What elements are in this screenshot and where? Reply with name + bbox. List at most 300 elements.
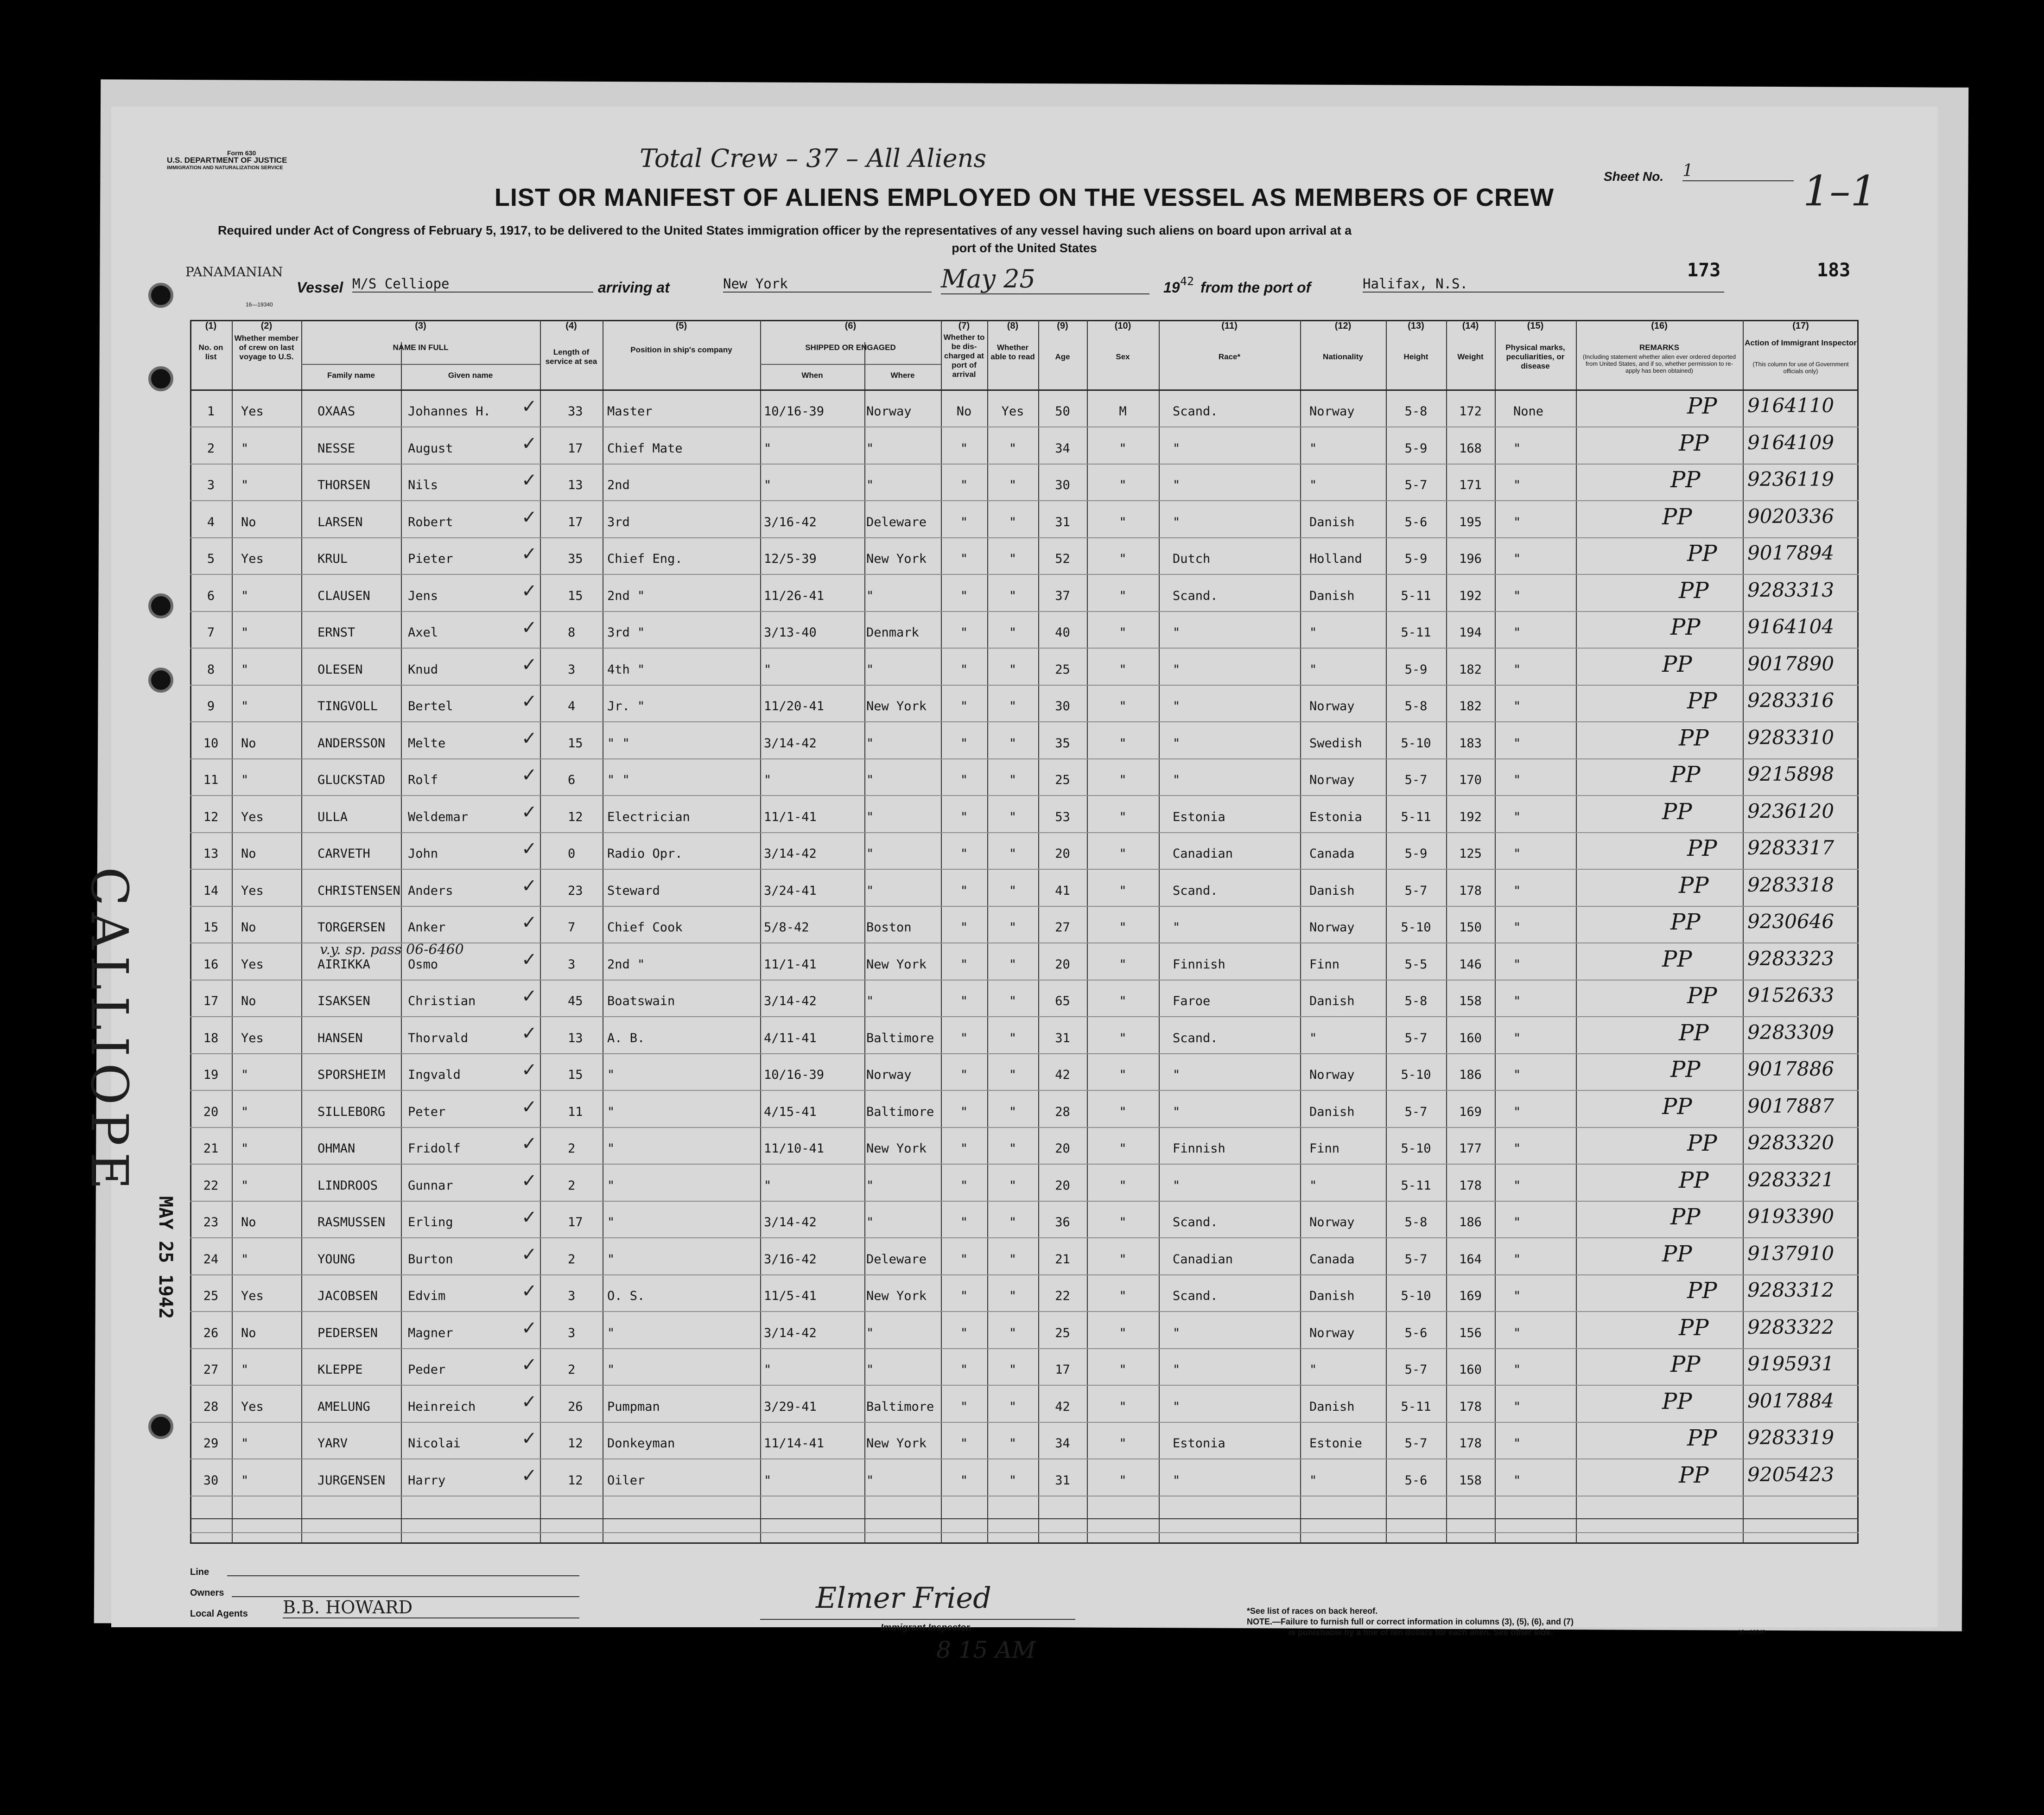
cell-sex: " (1119, 1289, 1127, 1303)
cell-last: Yes (241, 1031, 264, 1045)
cell-given: Nils (408, 478, 438, 492)
cell-physical: " (1513, 736, 1521, 751)
cell-read: " (1009, 441, 1017, 456)
column-number: (2) (260, 321, 273, 331)
row-rule (190, 832, 1859, 833)
checkmark-icon: ✓ (521, 1428, 537, 1449)
cell-disch: " (960, 773, 968, 787)
cell-family: OXAAS (317, 404, 355, 419)
cell-read: " (1009, 515, 1017, 529)
action-number: 9283310 (1747, 726, 1835, 749)
cell-race: Scand. (1173, 1215, 1218, 1229)
cell-no: 2 (207, 441, 215, 456)
cell-read: " (1009, 1104, 1017, 1119)
cell-nat: Canada (1309, 847, 1355, 861)
cell-disch: " (960, 736, 968, 751)
checkmark-icon: ✓ (521, 618, 537, 638)
cell-nat: Norway (1309, 699, 1355, 713)
cell-nat: Danish (1309, 883, 1355, 898)
cell-last: Yes (241, 1399, 264, 1414)
cell-sex: " (1119, 1473, 1127, 1488)
row-rule (190, 1422, 1859, 1423)
action-number: 9236119 (1747, 468, 1835, 490)
column-header-family-name: Family name (327, 371, 375, 380)
remarks-pp: PP (1679, 1462, 1709, 1488)
cell-where: " (866, 773, 874, 787)
arrival-year: 42 (1180, 274, 1194, 288)
column-divider (301, 320, 302, 1544)
cell-physical: " (1513, 1031, 1521, 1045)
action-number: 9017886 (1747, 1057, 1835, 1080)
cell-when: 11/1-41 (764, 957, 817, 972)
cell-given: Melte (408, 736, 446, 751)
checkmark-icon: ✓ (521, 912, 537, 933)
cell-age: 36 (1055, 1215, 1070, 1229)
cell-where: New York (866, 957, 927, 972)
cell-when: 11/10-41 (764, 1141, 825, 1156)
cell-where: " (866, 736, 874, 751)
column-number: (14) (1462, 321, 1479, 331)
cell-when: 10/16-39 (764, 404, 825, 419)
cell-physical: " (1513, 1325, 1521, 1340)
sheet-number: 1 (1682, 161, 1794, 181)
cell-when: 3/16-42 (764, 515, 817, 529)
cell-last: " (241, 1473, 249, 1488)
column-number: (17) (1792, 321, 1809, 331)
remarks-pp: PP (1687, 983, 1717, 1009)
cell-age: 28 (1055, 1104, 1070, 1119)
cell-height: 5-9 (1404, 552, 1428, 566)
races-note: *See list of races on back hereof. (1247, 1606, 1378, 1616)
cell-race: " (1173, 1325, 1181, 1340)
cell-no: 1 (207, 404, 215, 419)
cell-physical: " (1513, 1399, 1521, 1414)
cell-position: A. B. (607, 1031, 645, 1045)
column-number: (5) (675, 321, 687, 331)
remarks-pp: PP (1679, 872, 1709, 898)
remarks-pp: PP (1662, 503, 1692, 530)
cell-sex: " (1119, 1436, 1127, 1451)
inspector-label: Immigrant Inspector. (881, 1623, 972, 1633)
cell-given: Weldemar (408, 809, 469, 824)
cell-where: Baltimore (866, 1104, 934, 1119)
cell-position: Master (607, 404, 653, 419)
cell-position: " (607, 1178, 615, 1193)
cell-given: Christian (408, 994, 476, 1008)
cell-height: 5-10 (1401, 1141, 1431, 1156)
cell-sex: " (1119, 1325, 1127, 1340)
cell-position: " (607, 1215, 615, 1229)
cell-height: 5-7 (1404, 773, 1428, 787)
agents-label: Local Agents (190, 1609, 248, 1619)
subtitle-line-2: port of the United States (952, 241, 1097, 255)
cell-disch: " (960, 920, 968, 935)
cell-physical: None (1513, 404, 1544, 419)
remarks-pp: PP (1670, 762, 1701, 788)
cell-when: " (764, 1473, 772, 1488)
action-number: 9283316 (1747, 689, 1835, 712)
column-number: (6) (844, 321, 857, 331)
cell-height: 5-7 (1404, 478, 1428, 492)
cell-service: 13 (568, 478, 583, 492)
cell-no: 21 (203, 1141, 219, 1156)
cell-nat: " (1309, 625, 1317, 640)
column-number: (16) (1651, 321, 1668, 331)
cell-age: 40 (1055, 625, 1070, 640)
cell-read: Yes (1001, 404, 1024, 419)
cell-last: " (241, 1252, 249, 1267)
cell-height: 5-9 (1404, 847, 1428, 861)
cell-sex: " (1119, 662, 1127, 677)
cell-service: 17 (568, 515, 583, 529)
action-number: 9020336 (1747, 504, 1835, 528)
column-header-length-service: Length of service at sea (545, 348, 597, 366)
column-header-where: Where (890, 371, 915, 380)
column-header-sex: Sex (1116, 352, 1130, 361)
cell-family: ERNST (317, 625, 355, 640)
cell-age: 22 (1055, 1289, 1070, 1303)
cell-weight: 171 (1459, 478, 1482, 492)
checkmark-icon: ✓ (521, 1391, 537, 1412)
footer-form-code: 16—19340 (1738, 1629, 1765, 1635)
stamp-number-173: 173 (1687, 260, 1721, 281)
arrival-date: May 25 (941, 264, 1149, 294)
cell-physical: " (1513, 1178, 1521, 1193)
cell-sex: " (1119, 994, 1127, 1008)
cell-read: " (1009, 957, 1017, 972)
column-divider (1495, 320, 1496, 1544)
cell-when: 12/5-39 (764, 552, 817, 566)
cell-when: " (764, 773, 772, 787)
cell-given: Bertel (408, 699, 453, 713)
cell-family: RASMUSSEN (317, 1215, 386, 1229)
column-divider (232, 320, 233, 1544)
cell-read: " (1009, 1215, 1017, 1229)
checkmark-icon: ✓ (521, 1096, 537, 1117)
cell-where: Boston (866, 920, 912, 935)
row-rule (190, 464, 1859, 465)
cell-weight: 168 (1459, 441, 1482, 456)
row-rule (190, 574, 1859, 575)
cell-disch: " (960, 809, 968, 824)
cell-disch: " (960, 625, 968, 640)
cell-last: " (241, 699, 249, 713)
cell-height: 5-8 (1404, 404, 1428, 419)
checkmark-icon: ✓ (521, 396, 537, 417)
remarks-pp: PP (1687, 688, 1717, 714)
cell-sex: " (1119, 588, 1127, 603)
cell-weight: 186 (1459, 1215, 1482, 1229)
cell-no: 4 (207, 515, 215, 529)
action-number: 9195931 (1747, 1352, 1835, 1375)
cell-race: " (1173, 1363, 1181, 1377)
cell-no: 27 (203, 1363, 219, 1377)
cell-height: 5-6 (1404, 1473, 1428, 1488)
cell-family: PEDERSEN (317, 1325, 378, 1340)
note-line-2: is punishable by a fine of ten dollars for each alien. See other side. (1289, 1628, 1553, 1637)
cell-read: " (1009, 662, 1017, 677)
cell-height: 5-6 (1404, 1325, 1428, 1340)
column-number: (11) (1221, 321, 1238, 331)
form-label: Form 630 (227, 149, 256, 157)
cell-weight: 158 (1459, 1473, 1482, 1488)
cell-physical: " (1513, 1289, 1521, 1303)
cell-weight: 195 (1459, 515, 1482, 529)
cell-family: YOUNG (317, 1252, 355, 1267)
checkmark-icon: ✓ (521, 1318, 537, 1338)
cell-position: 3rd " (607, 625, 645, 640)
action-note: (This column for use of Government officials only) (1752, 361, 1849, 375)
cell-given: Ingvald (408, 1068, 461, 1082)
action-number: 9193390 (1747, 1205, 1835, 1228)
cell-last: Yes (241, 809, 264, 824)
cell-read: " (1009, 809, 1017, 824)
cell-last: " (241, 1141, 249, 1156)
cell-disch: " (960, 1473, 968, 1488)
cell-physical: " (1513, 809, 1521, 824)
cell-service: 8 (568, 625, 576, 640)
cell-when: 3/13-40 (764, 625, 817, 640)
cell-last: No (241, 1325, 256, 1340)
row-rule (190, 1385, 1859, 1386)
cell-physical: " (1513, 478, 1521, 492)
cell-age: 20 (1055, 1141, 1070, 1156)
printing-office-code: 16—19340 (246, 301, 273, 308)
cell-physical: " (1513, 773, 1521, 787)
cell-position: Electrician (607, 809, 690, 824)
cell-no: 15 (203, 920, 219, 935)
action-number: 9152633 (1747, 984, 1835, 1006)
cell-last: " (241, 1436, 249, 1451)
inspector-signature: Elmer Fried (816, 1581, 991, 1615)
cell-age: 20 (1055, 1178, 1070, 1193)
vessel-label: Vessel (297, 279, 343, 296)
cell-nat: Danish (1309, 588, 1355, 603)
cell-given: Johannes H. (408, 404, 491, 419)
row-rule (190, 500, 1859, 501)
cell-position: Jr. " (607, 699, 645, 713)
cell-physical: " (1513, 588, 1521, 603)
column-divider (1159, 320, 1160, 1544)
cell-where: " (866, 809, 874, 824)
checkmark-icon: ✓ (521, 433, 537, 454)
cell-weight: 192 (1459, 588, 1482, 603)
cell-when: 11/20-41 (764, 699, 825, 713)
cell-no: 3 (207, 478, 215, 492)
cell-age: 31 (1055, 515, 1070, 529)
cell-given: Anker (408, 920, 446, 935)
cell-last: No (241, 847, 256, 861)
column-divider (1300, 320, 1301, 1544)
cell-service: 2 (568, 1178, 576, 1193)
cell-height: 5-9 (1404, 662, 1428, 677)
cell-race: Scand. (1173, 1289, 1218, 1303)
cell-read: " (1009, 994, 1017, 1008)
cell-disch: " (960, 441, 968, 456)
cell-age: 17 (1055, 1363, 1070, 1377)
cell-weight: 172 (1459, 404, 1482, 419)
remarks-pp: PP (1679, 430, 1709, 456)
cell-height: 5-10 (1401, 1068, 1431, 1082)
cell-service: 33 (568, 404, 583, 419)
cell-family: AIRIKKA (317, 957, 370, 972)
column-divider (1576, 320, 1577, 1544)
cell-no: 6 (207, 588, 215, 603)
cell-weight: 178 (1459, 1399, 1482, 1414)
cell-where: New York (866, 1289, 927, 1303)
margin-date-stamp: MAY 25 1942 (155, 1196, 176, 1319)
cell-race: " (1173, 1104, 1181, 1119)
name-subhead-divider (301, 364, 540, 365)
cell-weight: 169 (1459, 1104, 1482, 1119)
cell-family: KLEPPE (317, 1363, 363, 1377)
cell-family: OHMAN (317, 1141, 355, 1156)
cell-position: 2nd " (607, 957, 645, 972)
cell-read: " (1009, 920, 1017, 935)
cell-where: " (866, 994, 874, 1008)
cell-disch: " (960, 1141, 968, 1156)
cell-weight: 182 (1459, 699, 1482, 713)
cell-height: 5-7 (1404, 1104, 1428, 1119)
cell-sex: " (1119, 1178, 1127, 1193)
cell-when: 3/16-42 (764, 1252, 817, 1267)
checkmark-icon: ✓ (521, 544, 537, 564)
cell-height: 5-7 (1404, 1363, 1428, 1377)
cell-no: 19 (203, 1068, 219, 1082)
column-divider (540, 320, 541, 1544)
remarks-pp: PP (1679, 1167, 1709, 1193)
cell-disch: No (956, 404, 972, 419)
column-header-name-in-full: NAME IN FULL (393, 343, 449, 352)
cell-race: " (1173, 920, 1181, 935)
cell-weight: 178 (1459, 1436, 1482, 1451)
cell-when: " (764, 441, 772, 456)
remarks-pp: PP (1662, 1241, 1692, 1267)
punch-hole (148, 1414, 173, 1439)
remarks-pp: PP (1670, 1057, 1701, 1083)
cell-service: 3 (568, 662, 576, 677)
cell-last: " (241, 1363, 249, 1377)
cell-disch: " (960, 699, 968, 713)
cell-family: LINDROOS (317, 1178, 378, 1193)
row-rule (190, 1496, 1859, 1497)
cell-nat: Norway (1309, 773, 1355, 787)
cell-disch: " (960, 552, 968, 566)
cell-disch: " (960, 662, 968, 677)
cell-when: 4/11-41 (764, 1031, 817, 1045)
punch-hole (148, 593, 173, 618)
remarks-pp: PP (1679, 577, 1709, 604)
action-number: 9283319 (1747, 1426, 1835, 1449)
cell-family: KRUL (317, 552, 348, 566)
cell-nat: Danish (1309, 1104, 1355, 1119)
action-number: 9236120 (1747, 799, 1835, 822)
cell-no: 30 (203, 1473, 219, 1488)
remarks-pp: PP (1670, 1204, 1701, 1230)
action-number: 9137910 (1747, 1242, 1835, 1265)
cell-age: 34 (1055, 1436, 1070, 1451)
cell-family: OLESEN (317, 662, 363, 677)
handwritten-total-crew: Total Crew – 37 – All Aliens (640, 144, 987, 173)
cell-age: 42 (1055, 1068, 1070, 1082)
cell-position: Chief Eng. (607, 552, 683, 566)
cell-given: Heinreich (408, 1399, 476, 1414)
cell-where: Deleware (866, 515, 927, 529)
cell-no: 29 (203, 1436, 219, 1451)
cell-service: 7 (568, 920, 576, 935)
cell-height: 5-11 (1401, 1178, 1431, 1193)
cell-where: Deleware (866, 1252, 927, 1267)
cell-disch: " (960, 588, 968, 603)
cell-sex: " (1119, 736, 1127, 751)
cell-age: 30 (1055, 478, 1070, 492)
column-header-able-read: Whether able to read (990, 343, 1035, 361)
cell-family: SILLEBORG (317, 1104, 386, 1119)
arriving-label: arriving at (598, 279, 670, 296)
from-port-label: from the port of (1200, 279, 1311, 296)
cell-age: 27 (1055, 920, 1070, 935)
sheet-label: Sheet No. (1604, 169, 1664, 184)
row-rule (190, 1090, 1859, 1091)
cell-physical: " (1513, 1215, 1521, 1229)
cell-height: 5-7 (1404, 1436, 1428, 1451)
remarks-pp: PP (1679, 725, 1709, 751)
checkmark-icon: ✓ (521, 1465, 537, 1486)
cell-last: No (241, 515, 256, 529)
cell-service: 12 (568, 1436, 583, 1451)
cell-physical: " (1513, 625, 1521, 640)
header-bottom-line (190, 389, 1859, 391)
cell-where: " (866, 1473, 874, 1488)
cell-given: Magner (408, 1325, 453, 1340)
cell-age: 25 (1055, 773, 1070, 787)
cell-where: " (866, 588, 874, 603)
cell-height: 5-8 (1404, 699, 1428, 713)
cell-weight: 156 (1459, 1325, 1482, 1340)
remarks-pp: PP (1670, 614, 1701, 640)
cell-where: " (866, 662, 874, 677)
action-number: 9017884 (1747, 1389, 1835, 1412)
cell-no: 25 (203, 1289, 219, 1303)
cell-physical: " (1513, 515, 1521, 529)
row-rule (190, 1016, 1859, 1017)
row-rule (190, 721, 1859, 722)
cell-service: 15 (568, 1068, 583, 1082)
cell-no: 9 (207, 699, 215, 713)
cell-height: 5-11 (1401, 625, 1431, 640)
cell-physical: " (1513, 699, 1521, 713)
column-number: (12) (1334, 321, 1352, 331)
cell-last: Yes (241, 957, 264, 972)
cell-where: New York (866, 699, 927, 713)
action-number: 9017890 (1747, 652, 1835, 675)
cell-disch: " (960, 1068, 968, 1082)
cell-height: 5-7 (1404, 1031, 1428, 1045)
cell-family: THORSEN (317, 478, 370, 492)
cell-service: 15 (568, 588, 583, 603)
cell-weight: 170 (1459, 773, 1482, 787)
cell-last: " (241, 662, 249, 677)
cell-position: Radio Opr. (607, 847, 683, 861)
column-number: (9) (1057, 321, 1068, 331)
departure-port: Halifax, N.S. (1363, 276, 1724, 293)
cell-race: Canadian (1173, 847, 1233, 861)
cell-service: 17 (568, 441, 583, 456)
cell-sex: M (1119, 404, 1127, 419)
cell-disch: " (960, 1252, 968, 1267)
remarks-pp: PP (1679, 1019, 1709, 1046)
cell-last: No (241, 994, 256, 1008)
